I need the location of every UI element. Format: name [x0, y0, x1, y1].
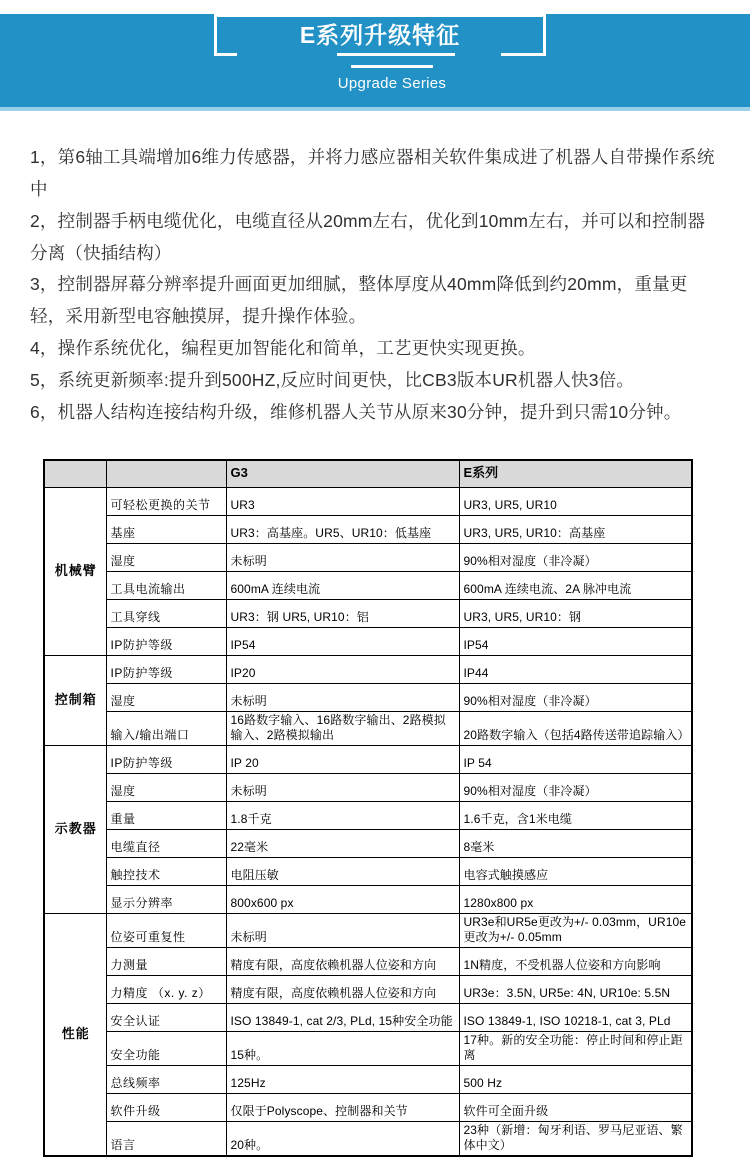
spec-row: [44, 914, 692, 948]
feature-item: 2，控制器手柄电缆优化，电缆直径从20mm左右，优化到10mm左右，并可以和控制器分离（快插结构）: [30, 210, 706, 263]
spec-row: [44, 1004, 692, 1032]
spec-label: 安全功能: [106, 1032, 226, 1066]
spec-value-g3: UR3：钢 UR5, UR10：铝: [226, 600, 459, 628]
feature-item: 1，第6轴工具端增加6维力传感器，并将力感应器相关软件集成进了机器人自带操作系统中: [30, 147, 715, 199]
spec-value-e: ISO 13849-1, ISO 10218-1, cat 3, PLd: [459, 1004, 692, 1032]
spec-label: 工具电流输出: [106, 572, 226, 600]
spec-row: [44, 1122, 692, 1157]
spec-value-g3: 600mA 连续电流: [226, 572, 459, 600]
spec-row: [44, 628, 692, 656]
title-box: [214, 14, 546, 56]
spec-value-g3: 20种。: [226, 1122, 459, 1157]
spec-row: [44, 516, 692, 544]
spec-value-e: UR3e和UR5e更改为+/- 0.03mm，UR10e更改为+/- 0.05mm: [459, 914, 692, 948]
title-box-border-gap-left: [237, 53, 337, 57]
spec-row: [44, 488, 692, 516]
col-header-empty-attr: [106, 460, 226, 488]
col-header-g3: G3: [226, 460, 459, 488]
spec-label: 重量: [106, 802, 226, 830]
spec-value-e: 1280x800 px: [459, 886, 692, 914]
spec-label: IP防护等级: [106, 746, 226, 774]
title-underline: [351, 65, 433, 68]
spec-value-g3: 精度有限，高度依赖机器人位姿和方向: [226, 976, 459, 1004]
spec-value-g3: 未标明: [226, 684, 459, 712]
spec-row: [44, 886, 692, 914]
spec-label: 电缆直径: [106, 830, 226, 858]
spec-row: [44, 976, 692, 1004]
spec-value-g3: 16路数字输入、16路数字输出、2路模拟输入、2路模拟输出: [226, 712, 459, 746]
group-label: 控制箱: [44, 656, 106, 746]
spec-label: 湿度: [106, 774, 226, 802]
spec-value-e: 90%相对湿度（非冷凝）: [459, 684, 692, 712]
spec-row: [44, 1094, 692, 1122]
spec-label: 位姿可重复性: [106, 914, 226, 948]
spec-value-g3: IP54: [226, 628, 459, 656]
spec-value-e: IP 54: [459, 746, 692, 774]
spec-row: [44, 684, 692, 712]
spec-value-g3: 1.8千克: [226, 802, 459, 830]
spec-value-e: UR3, UR5, UR10：高基座: [459, 516, 692, 544]
spec-value-e: IP44: [459, 656, 692, 684]
spec-value-g3: 仅限于Polyscope、控制器和关节: [226, 1094, 459, 1122]
spec-value-e: 1N精度，不受机器人位姿和方向影响: [459, 948, 692, 976]
spec-label: 湿度: [106, 684, 226, 712]
feature-item: 5，系统更新频率:提升到500HZ,反应时间更快，比CB3版本UR机器人快3倍。: [30, 369, 635, 390]
spec-label: 工具穿线: [106, 600, 226, 628]
feature-item: 3，控制器屏幕分辨率提升画面更加细腻，整体厚度从40mm降低到约20mm，重量更轻，采用新型电容触摸屏，提升操作体验。: [30, 274, 688, 327]
spec-value-g3: 未标明: [226, 544, 459, 572]
spec-value-e: 8毫米: [459, 830, 692, 858]
spec-row: [44, 600, 692, 628]
spec-label: 可轻松更换的关节: [106, 488, 226, 516]
spec-row: [44, 746, 692, 774]
spec-row: [44, 948, 692, 976]
spec-row: [44, 1066, 692, 1094]
spec-label: IP防护等级: [106, 656, 226, 684]
feature-list: [30, 142, 722, 429]
spec-value-e: 600mA 连续电流、2A 脉冲电流: [459, 572, 692, 600]
spec-value-g3: 未标明: [226, 774, 459, 802]
spec-row: [44, 830, 692, 858]
spec-value-g3: 22毫米: [226, 830, 459, 858]
page-title: E系列升级特征: [299, 22, 461, 48]
spec-value-e: 1.6千克，含1米电缆: [459, 802, 692, 830]
group-label: 机械臂: [44, 488, 106, 656]
spec-value-g3: ISO 13849-1, cat 2/3, PLd, 15种安全功能: [226, 1004, 459, 1032]
spec-value-e: 软件可全面升级: [459, 1094, 692, 1122]
spec-value-e: UR3, UR5, UR10：钢: [459, 600, 692, 628]
spec-label: 语言: [106, 1122, 226, 1157]
spec-value-g3: 未标明: [226, 914, 459, 948]
spec-label: 力精度 （x. y. z）: [106, 976, 226, 1004]
spec-value-e: 90%相对湿度（非冷凝）: [459, 544, 692, 572]
spec-value-e: IP54: [459, 628, 692, 656]
spec-label: 安全认证: [106, 1004, 226, 1032]
spec-label: 总线频率: [106, 1066, 226, 1094]
col-header-empty-group: [44, 460, 106, 488]
spec-label: 输入/输出端口: [106, 712, 226, 746]
spec-value-e: 23种（新增：匈牙利语、罗马尼亚语、繁体中文）: [459, 1122, 692, 1157]
title-box-border-gap-right: [455, 53, 501, 57]
spec-value-g3: 125Hz: [226, 1066, 459, 1094]
page-subtitle: Upgrade Series: [337, 75, 447, 92]
spec-row: [44, 802, 692, 830]
spec-row: [44, 858, 692, 886]
spec-value-e: 电容式触摸感应: [459, 858, 692, 886]
spec-value-g3: UR3：高基座。UR5、UR10：低基座: [226, 516, 459, 544]
spec-label: 触控技术: [106, 858, 226, 886]
spec-table: [43, 459, 693, 1157]
spec-label: 软件升级: [106, 1094, 226, 1122]
spec-label: 力测量: [106, 948, 226, 976]
spec-value-e: 90%相对湿度（非冷凝）: [459, 774, 692, 802]
spec-value-e: 500 Hz: [459, 1066, 692, 1094]
header-banner: [0, 14, 750, 111]
spec-label: 显示分辨率: [106, 886, 226, 914]
group-label: 示教器: [44, 746, 106, 914]
spec-row: [44, 656, 692, 684]
spec-label: 基座: [106, 516, 226, 544]
spec-label: IP防护等级: [106, 628, 226, 656]
spec-value-g3: IP20: [226, 656, 459, 684]
spec-row: [44, 1032, 692, 1066]
spec-value-e: UR3e：3.5N, UR5e: 4N, UR10e: 5.5N: [459, 976, 692, 1004]
spec-value-g3: 电阻压敏: [226, 858, 459, 886]
feature-item: 6，机器人结构连接结构升级，维修机器人关节从原来30分钟，提升到只需10分钟。: [30, 401, 682, 422]
spec-value-g3: 精度有限，高度依赖机器人位姿和方向: [226, 948, 459, 976]
col-header-e-series: E系列: [459, 460, 692, 488]
spec-value-g3: 15种。: [226, 1032, 459, 1066]
spec-value-e: 20路数字输入（包括4路传送带追踪输入）: [459, 712, 692, 746]
spec-table-header-row: [44, 460, 692, 488]
feature-item: 4，操作系统优化，编程更加智能化和简单，工艺更快实现更换。: [30, 338, 536, 359]
spec-value-e: UR3, UR5, UR10: [459, 488, 692, 516]
spec-row: [44, 544, 692, 572]
spec-label: 湿度: [106, 544, 226, 572]
spec-row: [44, 712, 692, 746]
spec-row: [44, 572, 692, 600]
spec-value-g3: IP 20: [226, 746, 459, 774]
spec-value-g3: 800x600 px: [226, 886, 459, 914]
spec-value-e: 17种。新的安全功能：停止时间和停止距离: [459, 1032, 692, 1066]
spec-row: [44, 774, 692, 802]
group-label: 性能: [44, 914, 106, 1157]
spec-value-g3: UR3: [226, 488, 459, 516]
